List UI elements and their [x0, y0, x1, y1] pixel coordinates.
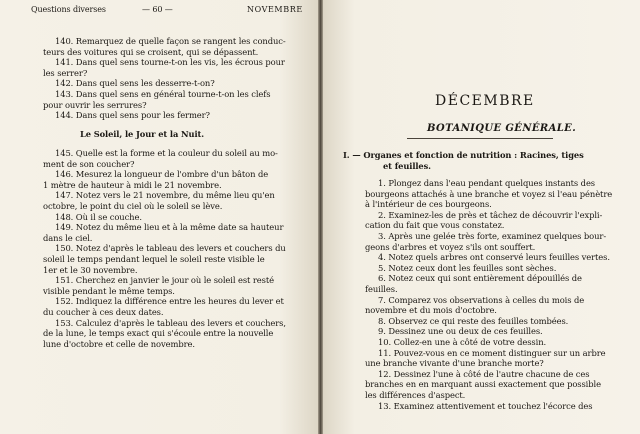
question-line: 13. Examinez attentivement et touchez l'écorce des: [378, 400, 593, 411]
question-line: bourgeons attachés à une branche et voyez si l'eau pénètre: [365, 188, 613, 199]
question-line: 148. Où il se couche.: [55, 211, 142, 222]
question-line: 143. Dans quel sens en général tourne-t-on les clefs: [55, 89, 271, 99]
question-line: les serrer?: [43, 67, 88, 78]
question-line: octobre, le point du ciel où le soleil se lève.: [43, 201, 223, 211]
question-line: 9. Dessinez une ou deux de ces feuilles.: [378, 326, 543, 337]
question-line: geons d'arbres et voyez s'ils ont souffert.: [365, 241, 536, 252]
question-line: 152. Indiquez la différence entre les heures du lever et: [55, 296, 284, 307]
question-line: 2. Examinez-les de près et tâchez de découvrir l'expli-: [378, 209, 603, 220]
question-line: cation du fait que vous constatez.: [365, 220, 505, 231]
question-line: 1. Plongez dans l'eau pendant quelques instants des: [378, 178, 596, 188]
question-line: 1 mètre de hauteur à midi le 21 novembre.: [43, 179, 222, 190]
question-line: 7. Comparez vos observations à celles du mois de: [378, 294, 585, 305]
question-line: une branche vivante d'une branche morte?: [365, 358, 544, 369]
question-line: lune d'octobre et celle de novembre.: [43, 338, 195, 349]
question-line: dans le ciel.: [43, 232, 93, 243]
chapter-heading-line: et feuilles.: [383, 160, 431, 171]
page-number: — 60 —: [142, 5, 173, 14]
question-line: de la lune, le temps exact qui s'écoule entre la nouvelle: [43, 328, 274, 339]
question-line: du coucher à ces deux dates.: [43, 307, 164, 317]
question-line: ment de son coucher?: [43, 158, 135, 169]
question-line: les différences d'aspect.: [365, 390, 466, 400]
section-title: Le Soleil, le Jour et la Nuit.: [80, 129, 205, 139]
question-line: 151. Cherchez en janvier le jour où le soleil est resté: [55, 275, 274, 286]
question-line: 153. Calculez d'après le tableau des levers et couchers,: [55, 317, 286, 328]
running-header-left: Questions diverses: [31, 5, 106, 14]
question-line: 11. Pouvez-vous en ce moment distinguer sur un arbre: [378, 347, 606, 358]
section-subtitle: BOTANIQUE GÉNÉRALE.: [427, 123, 577, 134]
question-line: feuilles.: [365, 284, 398, 294]
question-line: 141. Dans quel sens tourne-t-on les vis, les écrous pour: [55, 57, 285, 68]
question-line: 145. Quelle est la forme et la couleur du soleil au mo-: [55, 148, 278, 158]
question-line: 4. Notez quels arbres ont conservé leurs feuilles vertes.: [378, 252, 610, 263]
question-line: 8. Observez ce qui reste des feuilles tombées.: [378, 315, 569, 326]
question-line: 10. Collez-en une à côté de votre dessin.: [378, 337, 547, 347]
question-line: 5. Notez ceux dont les feuilles sont sèches.: [378, 262, 557, 273]
question-line: pour ouvrir les serrures?: [43, 99, 147, 110]
question-line: branches en en marquant aussi exactement que possible: [365, 379, 601, 390]
question-line: 12. Dessinez l'une à côté de l'autre chacune de ces: [378, 368, 590, 379]
question-line: à l'intérieur de ces bourgeons.: [365, 199, 492, 210]
question-line: 147. Notez vers le 21 novembre, du même lieu qu'en: [55, 190, 275, 201]
question-line: 150. Notez d'après le tableau des levers et couchers du: [55, 243, 286, 254]
chapter-heading-line: I. — Organes et fonction de nutrition : Racines, tiges: [343, 150, 584, 160]
question-line: teurs des voitures qui se croisent, qui se dépassent.: [43, 46, 259, 57]
question-line: 146. Mesurez la longueur de l'ombre d'un bâton de: [55, 169, 269, 180]
right-page: [323, 0, 640, 434]
left-page: [0, 0, 318, 434]
question-line: 142. Dans quel sens les desserre-t-on?: [55, 78, 215, 89]
question-line: 144. Dans quel sens pour les fermer?: [55, 110, 210, 121]
question-line: 3. Après une gelée très forte, examinez quelques bour-: [378, 231, 607, 241]
running-header-right: NOVEMBRE: [247, 5, 303, 14]
question-line: novembre et du mois d'octobre.: [365, 305, 497, 316]
question-line: 6. Notez ceux qui sont entièrement dépouillés de: [378, 273, 582, 284]
question-line: soleil le temps pendant lequel le soleil reste visible le: [43, 254, 265, 264]
question-line: 140. Remarquez de quelle façon se rangent les conduc-: [55, 36, 286, 46]
month-title: DÉCEMBRE: [435, 93, 535, 109]
question-line: 1er et le 30 novembre.: [43, 264, 138, 275]
question-line: visible pendant le même temps.: [43, 285, 175, 296]
question-line: 149. Notez du même lieu et à la même date sa hauteur: [55, 222, 284, 233]
heading-rule: [407, 138, 553, 139]
